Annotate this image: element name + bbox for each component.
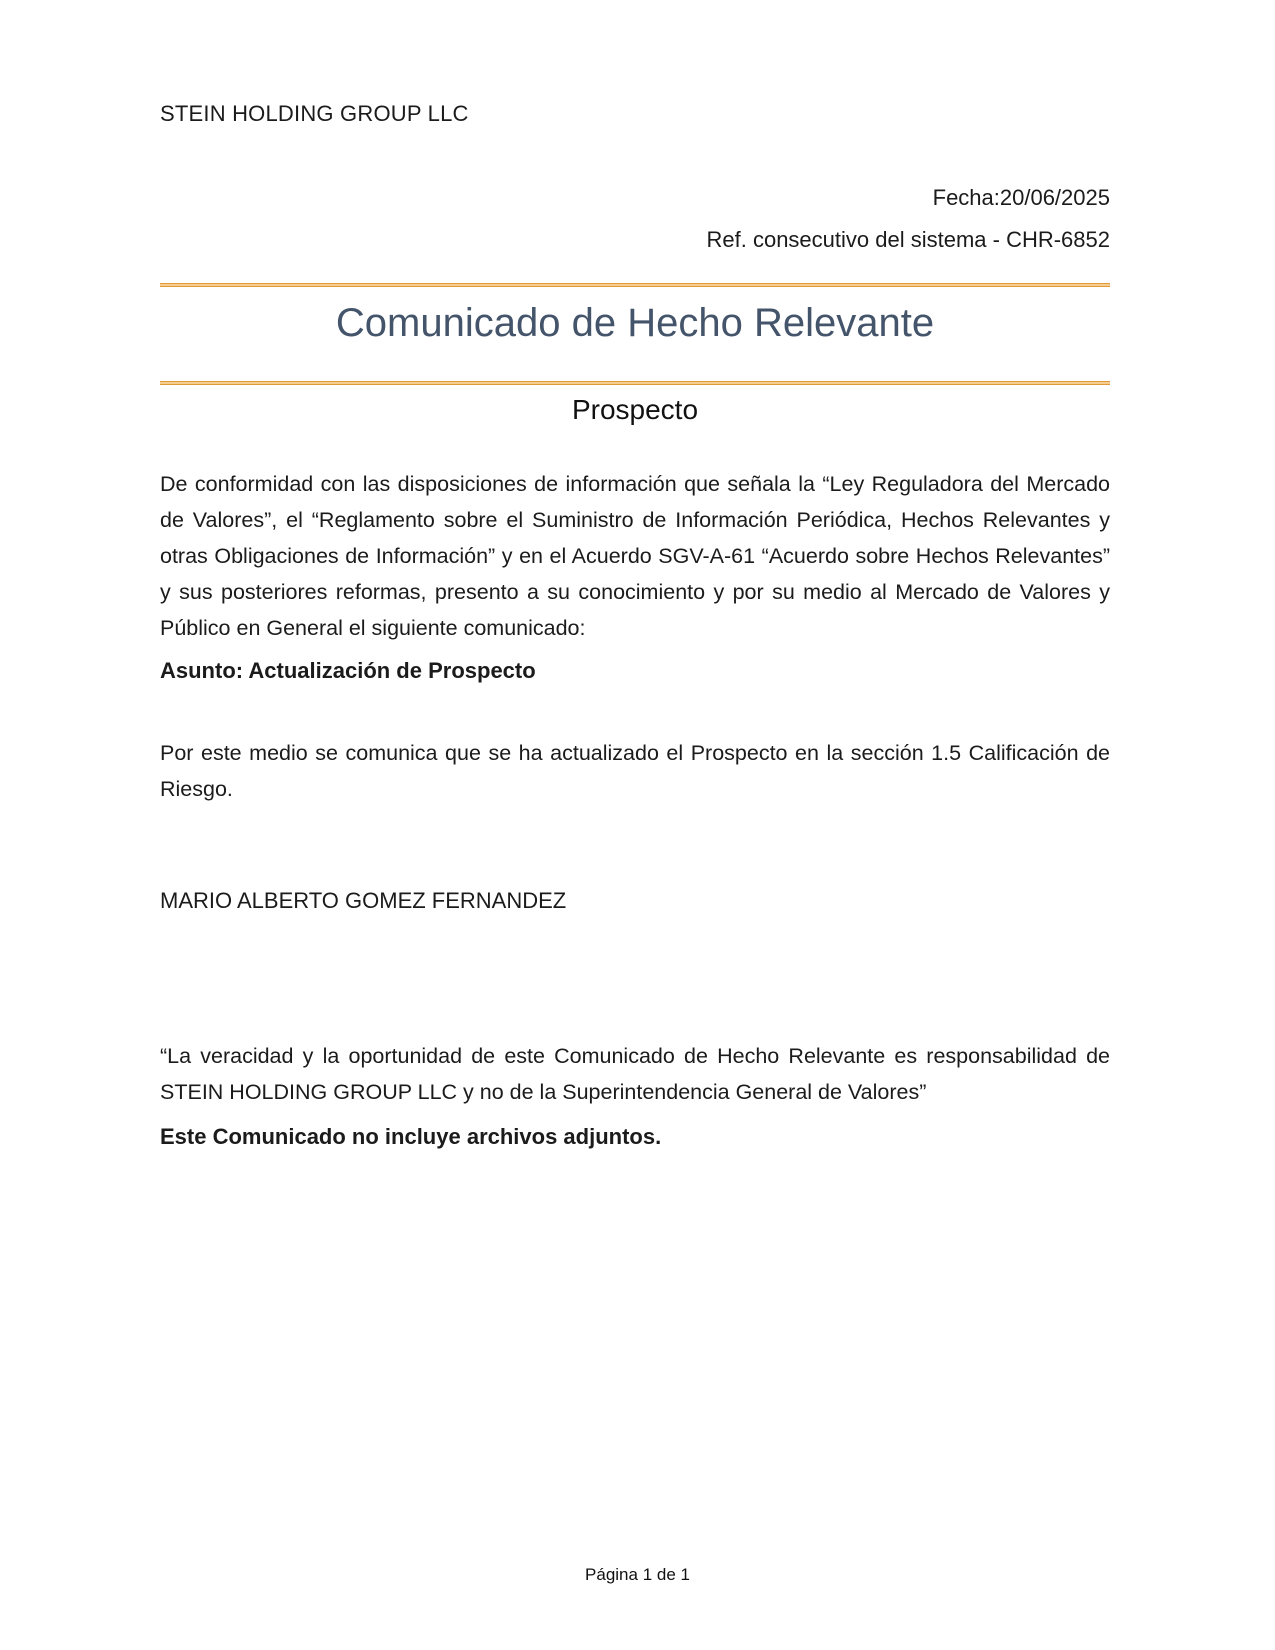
document-title: Comunicado de Hecho Relevante (335, 301, 935, 345)
attachments-note: Este Comunicado no incluye archivos adjuntos. (160, 1124, 662, 1149)
body-paragraph: Por este medio se comunica que se ha actualizado el Prospecto en la sección 1.5 Calificación de Riesgo. (160, 741, 1110, 801)
page-number-footer: Página 1 de 1 (585, 1565, 690, 1584)
horizontal-rule-top (160, 283, 1110, 287)
document-content (160, 0, 1110, 1650)
subject-line: Asunto: Actualización de Prospecto (160, 658, 536, 683)
signatory-name: MARIO ALBERTO GOMEZ FERNANDEZ (160, 888, 567, 913)
intro-paragraph: De conformidad con las disposiciones de información que señala la “Ley Reguladora del Mercado de Valores”, el “Reglamento sobre el Suministro de Información Periódica, Hechos Relevantes y otras Obligaciones de Información” y en el Acuerdo SGV-A-61 “Acuerdo sobre Hechos Relevantes” y sus posteriores reformas, presento a su conocimiento y por su medio al Mercado de Valores y Público en General el siguiente comunicado: (160, 472, 1110, 640)
date-line: Fecha:20/06/2025 (932, 185, 1110, 210)
reference-line: Ref. consecutivo del sistema - CHR-6852 (706, 227, 1110, 252)
horizontal-rule-bottom (160, 381, 1110, 385)
company-name: STEIN HOLDING GROUP LLC (160, 101, 469, 126)
disclaimer-paragraph: “La veracidad y la oportunidad de este Comunicado de Hecho Relevante es responsabilidad de STEIN HOLDING GROUP LLC y no de la Superintendencia General de Valores” (160, 1044, 1110, 1104)
document-subtitle: Prospecto (571, 394, 699, 425)
